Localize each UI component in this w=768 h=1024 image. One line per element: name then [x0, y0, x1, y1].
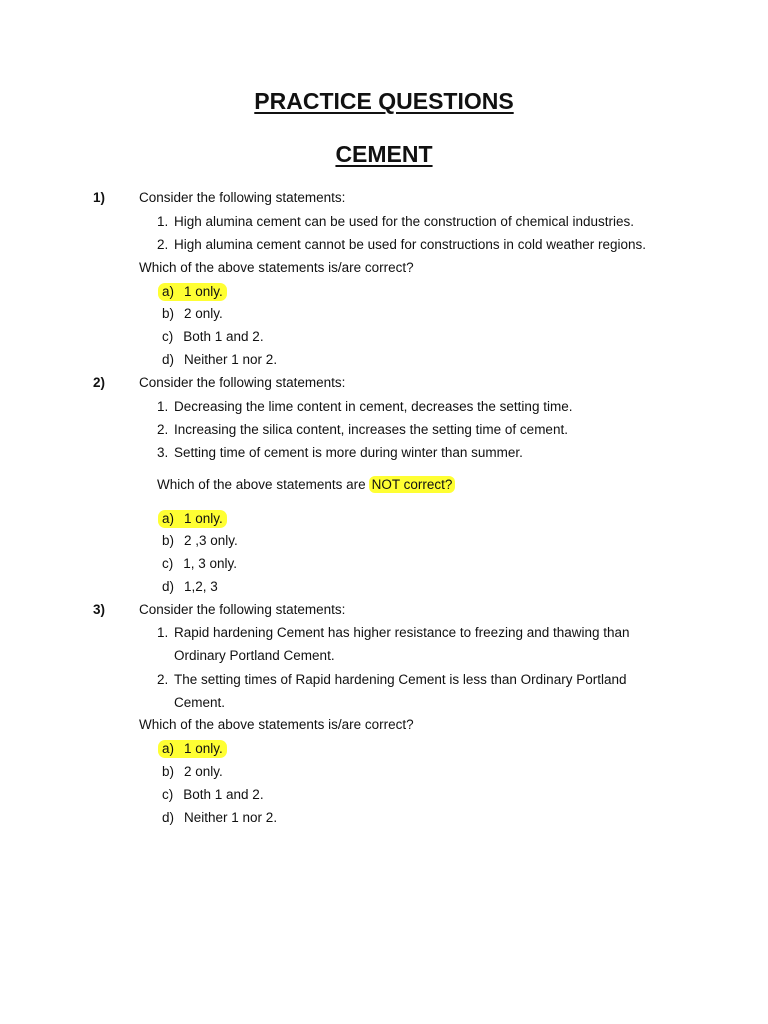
option-text: 2 only.	[184, 306, 223, 321]
question-prompt: Consider the following statements:	[139, 190, 346, 205]
option-letter: b)	[162, 533, 175, 548]
option-letter: b)	[162, 764, 175, 779]
option-letter: c)	[162, 556, 174, 571]
answer-option-d	[162, 579, 218, 595]
answer-option-a	[158, 283, 227, 301]
option-text: Neither 1 nor 2.	[184, 810, 278, 825]
answer-option-a	[158, 510, 227, 528]
option-letter: a)	[162, 284, 175, 299]
option-letter: a)	[162, 741, 175, 756]
question-number: 2)	[93, 375, 106, 390]
answer-option-d	[162, 810, 277, 826]
option-letter: d)	[162, 579, 175, 594]
option-letter: c)	[162, 329, 174, 344]
option-letter: d)	[162, 810, 175, 825]
option-letter: c)	[162, 787, 174, 802]
statement-text: Increasing the silica content, increases the setting time of cement.	[174, 422, 568, 437]
option-text: 1 only.	[184, 741, 223, 756]
statement-number: 1.	[157, 625, 169, 640]
statement-text: High alumina cement can be used for the construction of chemical industries.	[174, 214, 634, 229]
page-title: PRACTICE QUESTIONS	[254, 88, 514, 114]
statement-number: 2.	[157, 672, 169, 687]
statement-text: Setting time of cement is more during winter than summer.	[174, 445, 523, 460]
question-prompt: Consider the following statements:	[139, 602, 346, 617]
statement-number: 3.	[157, 445, 169, 460]
statement-number: 2.	[157, 237, 169, 252]
statement-text-continued: Cement.	[174, 695, 226, 710]
option-text: Both 1 and 2.	[183, 329, 264, 344]
statement-number: 2.	[157, 422, 169, 437]
statement-text: The setting times of Rapid hardening Cement is less than Ordinary Portland	[174, 672, 627, 687]
option-text: 1, 3 only.	[183, 556, 238, 571]
statement-text: High alumina cement cannot be used for constructions in cold weather regions.	[174, 237, 647, 252]
question-text: Which of the above statements is/are correct?	[139, 717, 414, 732]
answer-option-c	[162, 556, 237, 572]
page-subtitle: CEMENT	[335, 141, 433, 167]
option-text: 1,2, 3	[184, 579, 218, 594]
option-text: 1 only.	[184, 511, 223, 526]
question-number: 1)	[93, 190, 106, 205]
statement-number: 1.	[157, 214, 169, 229]
answer-option-b	[162, 533, 238, 549]
option-letter: d)	[162, 352, 175, 367]
answer-option-c	[162, 329, 264, 345]
option-text: 2 ,3 only.	[184, 533, 238, 548]
option-text: 1 only.	[184, 284, 223, 299]
answer-option-d	[162, 352, 277, 368]
option-text: 2 only.	[184, 764, 223, 779]
option-letter: a)	[162, 511, 175, 526]
statement-text: Decreasing the lime content in cement, decreases the setting time.	[174, 399, 573, 414]
answer-option-c	[162, 787, 264, 803]
statement-number: 1.	[157, 399, 169, 414]
answer-option-a	[158, 740, 227, 758]
answer-option-b	[162, 306, 223, 322]
highlighted-phrase: NOT correct?	[369, 476, 456, 493]
option-letter: b)	[162, 306, 175, 321]
answer-option-b	[162, 764, 223, 780]
question-text: Which of the above statements is/are correct?	[139, 260, 414, 275]
option-text: Both 1 and 2.	[183, 787, 264, 802]
question-number: 3)	[93, 602, 106, 617]
statement-text: Rapid hardening Cement has higher resistance to freezing and thawing than	[174, 625, 630, 640]
statement-text-continued: Ordinary Portland Cement.	[174, 648, 335, 663]
option-text: Neither 1 nor 2.	[184, 352, 278, 367]
question-prompt: Consider the following statements:	[139, 375, 346, 390]
question-text: Which of the above statements are NOT correct?	[157, 477, 455, 493]
